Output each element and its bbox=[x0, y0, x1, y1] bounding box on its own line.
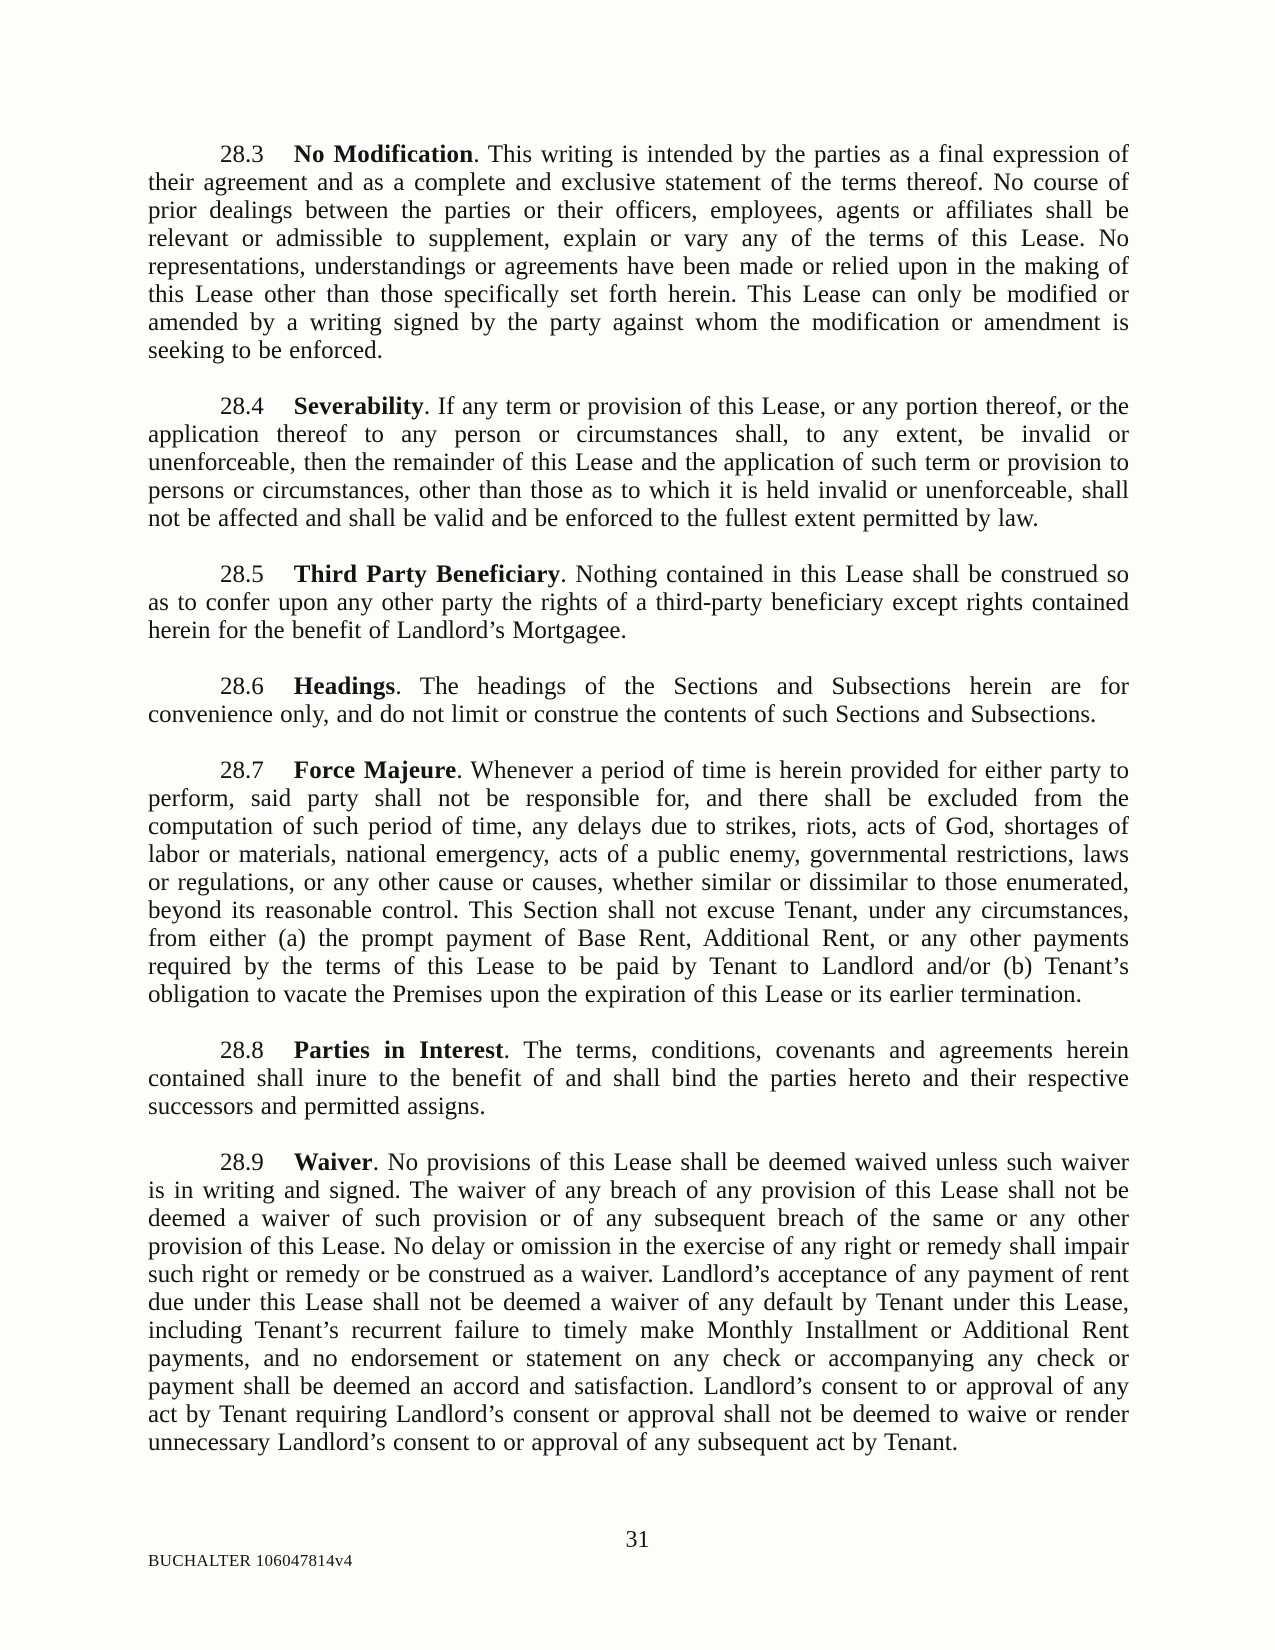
section-28-6 bbox=[148, 673, 1129, 729]
section-heading: Headings bbox=[293, 673, 396, 700]
section-heading: Third Party Beneficiary bbox=[293, 561, 561, 588]
section-number: 28.7 bbox=[220, 757, 264, 784]
section-28-3 bbox=[148, 141, 1129, 365]
section-body-text: . No provisions of this Lease shall be deemed waived unless such waiver is in writing and signed. The waiver of any breach of any provision of this Lease shall not be deemed a waiver of such provision or of any subsequent breach of the same or any other provision of this Lease. No delay or omission in the exercise of any right or remedy shall impair such right or remedy or be construed as a waiver. Landlord’s acceptance of any payment of rent due under this Lease shall not be deemed a waiver of any default by Tenant under this Lease, including Tenant’s recurrent failure to timely make Monthly Installment or Additional Rent payments, and no endorsement or statement on any check or accompanying any check or payment shall be deemed an accord and satisfaction. Landlord’s consent to or approval of any act by Tenant requiring Landlord’s consent or approval shall not be deemed to waive or render unnecessary Landlord’s consent to or approval of any subsequent act by Tenant. bbox=[148, 1149, 1129, 1456]
section-28-8 bbox=[148, 1037, 1129, 1121]
section-body-text: . Whenever a period of time is herein provided for either party to perform, said party shall not be responsible for, and there shall be excluded from the computation of such period of time, any delays due to strikes, riots, acts of God, shortages of labor or materials, national emergency, acts of a public enemy, governmental restrictions, laws or regulations, or any other cause or causes, whether similar or dissimilar to those enumerated, beyond its reasonable control. This Section shall not excuse Tenant, under any circumstances, from either (a) the prompt payment of Base Rent, Additional Rent, or any other payments required by the terms of this Lease to be paid by Tenant to Landlord and/or (b) Tenant’s obligation to vacate the Premises upon the expiration of this Lease or its earlier termination. bbox=[148, 757, 1129, 1008]
section-28-9 bbox=[148, 1149, 1129, 1457]
section-number: 28.4 bbox=[220, 393, 264, 420]
section-number: 28.8 bbox=[220, 1037, 264, 1064]
section-body-text: . If any term or provision of this Lease, or any portion thereof, or the application thereof to any person or circumstances shall, to any extent, be invalid or unenforceable, then the remainder of this Lease and the application of such term or provision to persons or circumstances, other than those as to which it is held invalid or unenforceable, shall not be affected and shall be valid and be enforced to the fullest extent permitted by law. bbox=[148, 393, 1129, 532]
section-body-text: . The terms, conditions, covenants and agreements herein contained shall inure to the benefit of and shall bind the parties hereto and their respective successors and permitted assigns. bbox=[148, 1037, 1129, 1120]
section-heading: Severability bbox=[293, 393, 424, 420]
footer-doc-id: BUCHALTER 106047814v4 bbox=[148, 1551, 353, 1570]
section-28-5 bbox=[148, 561, 1129, 645]
section-number: 28.6 bbox=[220, 673, 264, 700]
section-heading: Parties in Interest bbox=[293, 1037, 504, 1064]
section-heading: Force Majeure bbox=[293, 757, 457, 784]
section-body-text: . Nothing contained in this Lease shall be construed so as to confer upon any other party the rights of a third-party beneficiary except rights contained herein for the benefit of Landlord’s Mortgagee. bbox=[148, 561, 1129, 644]
section-28-7 bbox=[148, 757, 1129, 1009]
section-body-text: . The headings of the Sections and Subsections herein are for convenience only, and do not limit or construe the contents of such Sections and Subsections. bbox=[148, 673, 1129, 728]
section-number: 28.3 bbox=[220, 141, 264, 168]
document-body bbox=[148, 141, 1129, 1485]
page-number: 31 bbox=[625, 1527, 650, 1553]
section-28-4 bbox=[148, 393, 1129, 533]
section-body-text: . This writing is intended by the parties as a final expression of their agreement and as a complete and exclusive statement of the terms thereof. No course of prior dealings between the parties or their officers, employees, agents or affiliates shall be relevant or admissible to supplement, explain or vary any of the terms of this Lease. No representations, understandings or agreements have been made or relied upon in the making of this Lease other than those specifically set forth herein. This Lease can only be modified or amended by a writing signed by the party against whom the modification or amendment is seeking to be enforced. bbox=[148, 141, 1129, 364]
section-number: 28.5 bbox=[220, 561, 264, 588]
section-number: 28.9 bbox=[220, 1149, 264, 1176]
section-heading: Waiver bbox=[293, 1149, 373, 1176]
section-heading: No Modification bbox=[293, 141, 474, 168]
